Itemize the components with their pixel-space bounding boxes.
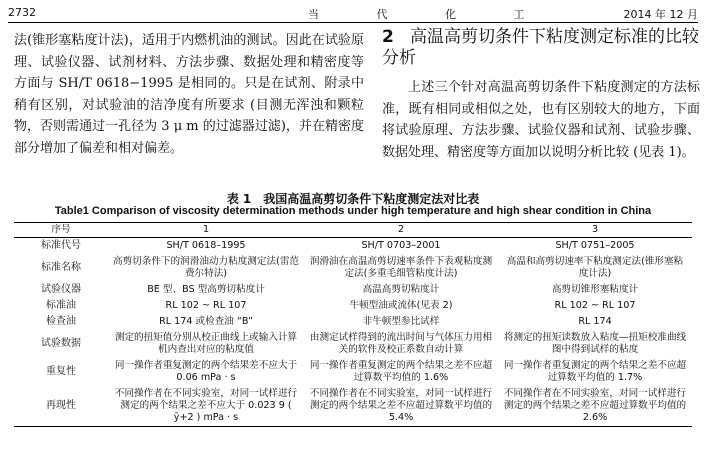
comparison-table <box>14 222 692 427</box>
table-cell: RL 102 ~ RL 107 <box>554 300 636 311</box>
left-paragraph: 法(锥形塞粘度计法)，适用于内燃机油的测试。因此在试验原理、试验仪器、试剂材料、方法步骤、数据处理和精密度等方面与 SH/T 0618−1995 是相同的。只是在试剂、附录中稍有区别，对试验油的洁净度有所要求 (目测无浑浊和颗粒物，否则需通过一孔径为 3 μ m 的过滤器过滤)，并在精密度部分增加了偏差和相对偏差。 <box>14 33 364 156</box>
table-cell: BE 型、BS 型高剪切粘度计 <box>147 284 265 295</box>
table-cell: RL 174 或检查油 “B” <box>159 316 253 327</box>
table-header-cell: 3 <box>591 224 599 235</box>
table-cell: SH/T 0703–2001 <box>361 240 441 251</box>
right-column <box>382 77 700 163</box>
row-label: 试验仪器 <box>41 284 81 295</box>
table-header-cell: 1 <box>202 224 210 235</box>
table-row <box>14 386 692 427</box>
table-row <box>14 254 692 282</box>
table-row <box>14 238 692 255</box>
table-cell: 高剪切锥形塞粘度计 <box>551 284 639 295</box>
journal-name: 当 代 化 工 <box>308 8 552 21</box>
table-cell: 不同操作者在不同实验室，对同一试样进行测定的两个结果之差不应超过算数平均值的 5.4% <box>309 388 493 423</box>
table-header-cell: 序号 <box>51 224 71 235</box>
page-number: 2732 <box>8 6 36 19</box>
table-cell: 牛顿型油或流体(见表 2) <box>349 300 453 311</box>
table-cell: RL 174 <box>578 316 612 327</box>
row-label: 试验数据 <box>41 338 81 349</box>
table-cell: 高温高剪切粘度计 <box>362 284 440 295</box>
table-caption-english: Table1 Comparison of viscosity determination methods under high temperature and high shear condition in China <box>54 205 652 217</box>
issue-date: 2014 年 12 月 <box>623 8 698 21</box>
section-heading <box>382 27 702 69</box>
table-cell: 由测定试样得到的流出时间与气体压力用相关的软件及校正系数自动计算 <box>309 332 493 355</box>
table-cell: 同一操作者重复测定的两个结果之差不应超过算数平均值的 1.7% <box>503 360 687 383</box>
table-cell: 测定的扭矩值分别从校正曲线上或输入计算机内查出对应的粘度值 <box>114 332 298 355</box>
table-row <box>14 314 692 330</box>
table-cell: 同一操作者重复测定的两个结果差不应大于 0.06 mPa · s <box>114 360 298 383</box>
table-cell: 高温和高剪切速率下粘度测定法(锥形塞粘度计法) <box>506 256 684 279</box>
table-cell: 将测定的扭矩读数放入粘度—扭矩校准曲线图中得到试样的粘度 <box>503 332 687 355</box>
right-paragraph: 上述三个针对高温高剪切条件下粘度测定的方法标准，既有相同或相似之处，也有区别较大的地方，下面将试验原理、方法步骤、试验仪器和试剂、试验步骤、数据处理、精密度等方面加以说明分析比较 (见表 1)。 <box>382 80 700 160</box>
row-label: 标准油 <box>46 300 76 311</box>
table-cell: 不同操作者在不同实验室，对同一试样进行测定的两个结果之差不应超过算数平均值的 2.6% <box>503 388 687 423</box>
row-label: 再现性 <box>46 400 76 411</box>
table-cell: 同一操作者重复测定的两个结果之差不应超过算数平均值的 1.6% <box>309 360 493 383</box>
table-cell: 非牛顿型参比试样 <box>362 316 440 327</box>
section-title-text: 高温高剪切条件下粘度测定标准的比较分析 <box>382 27 699 68</box>
table-row <box>14 282 692 298</box>
table-caption-chinese: 表 1 我国高温高剪切条件下粘度测定法对比表 <box>226 192 480 206</box>
table-cell: 不同操作者在不同实验室，对同一试样进行测定的两个结果之差不应大于 0.023 9 ( ȳ+2 ) mPa · s <box>114 388 298 423</box>
table-cell: 润滑油在高温高剪切速率条件下表观粘度测定法(多重毛细管粘度计法) <box>309 256 493 279</box>
table-cell: SH/T 0751–2005 <box>555 240 635 251</box>
left-column <box>14 30 364 159</box>
table-header-row <box>14 223 692 238</box>
table-row <box>14 330 692 358</box>
row-label: 标准名称 <box>41 262 81 273</box>
table-cell: 高剪切条件下的润滑油动力粘度测定法(雷范费尔特法) <box>112 256 300 279</box>
page-header <box>8 6 698 23</box>
row-label: 检查油 <box>46 316 76 327</box>
section-number: 2 <box>382 27 394 47</box>
table-cell: RL 102 ~ RL 107 <box>165 300 247 311</box>
table-header-cell: 2 <box>397 224 405 235</box>
table-row <box>14 358 692 386</box>
row-label: 标准代号 <box>41 240 81 251</box>
table-cell: SH/T 0618–1995 <box>166 240 246 251</box>
table-row <box>14 298 692 314</box>
row-label: 重复性 <box>46 366 76 377</box>
